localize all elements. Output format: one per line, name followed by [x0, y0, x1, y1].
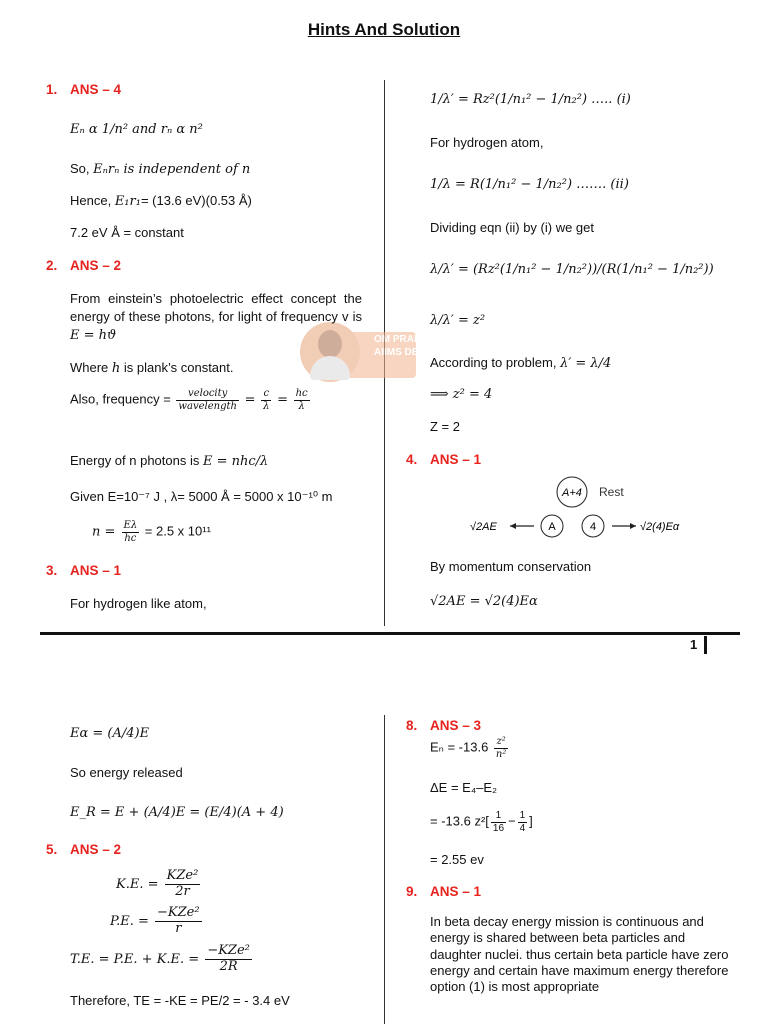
- energy-level-eq: Eₙ = -13.6 $\frac{\text{z²}}{\text{n²}}$: [430, 736, 507, 760]
- question-number: 2.: [46, 258, 58, 273]
- equation: 1/λ = R(1/n₁² − 1/n₂²) ……. (ii): [430, 177, 629, 192]
- question-number: 3.: [46, 563, 58, 578]
- equation: λ/λ′ = z²: [430, 313, 486, 328]
- page-number-bar: [704, 636, 707, 654]
- question-number: 4.: [406, 452, 418, 467]
- paragraph: From einstein’s photoelectric effect concept the energy of these photons, for light of frequency v is E = hϑ: [70, 291, 362, 343]
- fraction: $\frac{1}{4}$: [519, 810, 526, 834]
- fraction: velocity wavelength: [178, 388, 237, 412]
- answer-heading: ANS – 2: [70, 258, 122, 273]
- text-line: For hydrogen atom,: [430, 135, 544, 150]
- fraction: $\frac{\text{z²}}{\text{n²}}$: [495, 736, 507, 760]
- text-line: 7.2 eV Å = constant: [70, 225, 184, 240]
- fraction: $\frac{E\lambda}{hc}$: [123, 520, 138, 544]
- answer-heading: ANS – 1: [70, 563, 122, 578]
- paragraph: In beta decay energy mission is continuous and energy is shared between beta particles and daughter nuclei. thus certain beta particle have zero energy and certain have maximum energy therefore option (1) is most appropriate: [430, 914, 729, 995]
- equation: ⟹ z² = 4: [430, 387, 493, 402]
- total-energy-eq: T.E. = P.E. + K.E. = −KZe² 2R: [70, 943, 250, 974]
- left-arrow-head: [510, 523, 516, 529]
- text-line: Energy of n photons is E = nhc/λ: [70, 453, 269, 469]
- text-line: Z = 2: [430, 419, 460, 434]
- equation: Eα = (A/4)E: [70, 726, 150, 741]
- text-line: Given E=10⁻⁷ J , λ= 5000 Å = 5000 x 10⁻¹⁰ m: [70, 489, 333, 504]
- answer-heading: ANS – 1: [430, 884, 482, 899]
- text-line: Hence, E₁r₁= (13.6 eV)(0.53 Å): [70, 193, 252, 209]
- text-line: By momentum conservation: [430, 559, 592, 574]
- question-number: 9.: [406, 884, 418, 899]
- alpha-label: 4: [589, 521, 597, 533]
- answer-heading: ANS – 3: [430, 718, 482, 733]
- text-line: ΔE = E₄–E₂: [430, 780, 498, 795]
- question-number: 1.: [46, 82, 58, 97]
- equation: λ/λ′ = (Rz²(1/n₁² − 1/n₂²))/(R(1/n₁² − 1/n₂²)): [430, 262, 714, 277]
- text-line: For hydrogen like atom,: [70, 596, 207, 611]
- step-eq: = -13.6 z²[ $\frac{1}{16}$ − $\frac{1}{4}$ ]: [430, 810, 533, 834]
- answer-heading: ANS – 2: [70, 842, 122, 857]
- fraction: $\frac{c}{\lambda}$: [263, 388, 270, 412]
- frequency-line: Also, frequency = velocity wavelength = $\frac{c}{\lambda}$ = $\frac{hc}{\lambda}$: [70, 388, 308, 412]
- page-title: Hints And Solution: [307, 20, 461, 39]
- column-divider-bottom: [384, 715, 385, 1024]
- daughter-label: A: [548, 521, 556, 533]
- question-number: 5.: [46, 842, 58, 857]
- left-momentum-label: √2AE: [470, 521, 497, 533]
- formula: n = $\frac{E\lambda}{hc}$ = 2.5 x 10¹¹: [92, 520, 211, 544]
- fraction: $\frac{1}{16}$: [492, 810, 505, 834]
- text-line: = 2.55 ev: [430, 852, 484, 867]
- text-line: According to problem, λ′ = λ/4: [430, 355, 612, 371]
- text-line: So, Eₙrₙ is independent of n: [70, 161, 251, 177]
- formula: Eₙ α 1/n² and rₙ α n²: [70, 122, 203, 137]
- text-line: Where h is plank’s constant.: [70, 360, 234, 376]
- answer-heading: ANS – 4: [70, 82, 122, 97]
- text-line: Dividing eqn (ii) by (i) we get: [430, 220, 595, 235]
- potential-energy-eq: P.E. = −KZe² r: [110, 905, 200, 936]
- page-number: 1: [690, 637, 698, 652]
- parent-nucleus-label: A+4: [562, 487, 582, 499]
- decay-diagram: [466, 472, 706, 544]
- watermark-logo: OM PRABHU AIIMS DELHI: [300, 322, 416, 380]
- equation: √2AE = √2(4)Eα: [430, 594, 538, 609]
- equation: 1/λ′ = Rz²(1/n₁² − 1/n₂²) ….. (i): [430, 92, 631, 107]
- right-momentum-label: √2(4)Eα: [640, 521, 680, 533]
- question-number: 8.: [406, 718, 418, 733]
- page-separator: [40, 632, 740, 635]
- kinetic-energy-eq: K.E. = KZe² 2r: [116, 868, 199, 899]
- equation: E_R = E + (A/4)E = (E/4)(A + 4): [70, 805, 284, 820]
- right-arrow-head: [630, 523, 636, 529]
- fraction: −KZe² r: [157, 905, 200, 936]
- answer-heading: ANS – 1: [430, 452, 482, 467]
- rest-label: Rest: [599, 485, 624, 499]
- fraction: −KZe² 2R: [207, 943, 250, 974]
- text-line: Therefore, TE = -KE = PE/2 = - 3.4 eV: [70, 993, 290, 1008]
- fraction: KZe² 2r: [166, 868, 199, 899]
- fraction: $\frac{hc}{\lambda}$: [295, 388, 308, 412]
- text-line: So energy released: [70, 765, 183, 780]
